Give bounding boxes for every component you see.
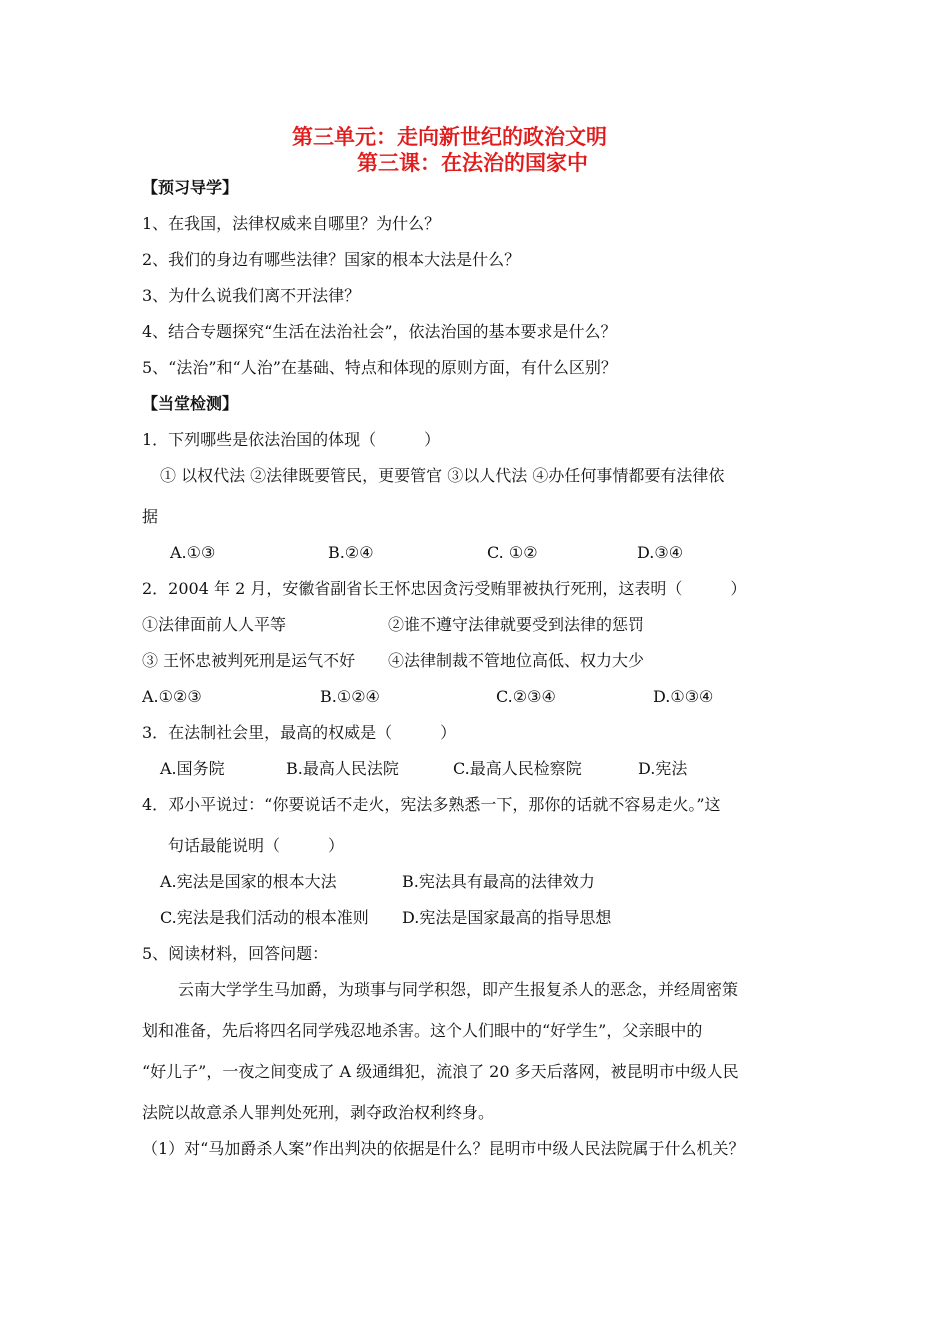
q1-option-b: B.②④ — [328, 543, 374, 562]
q1-items: ① 以权代法 ②法律既要管民，更要管官 ③以人代法 ④办任何事情都要有法律依 — [160, 466, 725, 485]
q3-option-b: B.最高人民法院 — [286, 759, 399, 778]
q2-option-a: A.①②③ — [142, 687, 202, 706]
preview-question: 5、“法治”和“人治”在基础、特点和体现的原则方面，有什么区别？ — [142, 358, 617, 377]
q4-option-d: D.宪法是国家最高的指导思想 — [402, 908, 612, 927]
q4-option-b: B.宪法具有最高的法律效力 — [402, 872, 595, 891]
q3-option-c: C.最高人民检察院 — [453, 759, 582, 778]
q5-stem: 5、阅读材料，回答问题： — [142, 944, 329, 963]
q2-option-b: B.①②④ — [320, 687, 380, 706]
q1-option-c: C. ①② — [487, 543, 538, 562]
q2-item-1: ①法律面前人人平等 — [142, 615, 287, 634]
unit-title: 第三单元：走向新世纪的政治文明 — [292, 125, 607, 149]
q5-passage-line: 划和准备，先后将四名同学残忍地杀害。这个人们眼中的“好学生”，父亲眼中的 — [142, 1021, 703, 1040]
q5-passage-line: 法院以故意杀人罪判处死刑，剥夺政治权利终身。 — [142, 1103, 495, 1122]
q2-option-c: C.②③④ — [496, 687, 556, 706]
q1-stem: 1．下列哪些是依法治国的体现（ ） — [142, 430, 441, 449]
preview-heading: 【预习导学】 — [142, 178, 239, 197]
q5-sub-question-1: （1）对“马加爵杀人案”作出判决的依据是什么？昆明市中级人民法院属于什么机关？ — [142, 1139, 745, 1158]
q4-option-a: A.宪法是国家的根本大法 — [160, 872, 337, 891]
q3-option-d: D.宪法 — [638, 759, 688, 778]
q2-stem: 2．2004 年 2 月，安徽省副省长王怀忠因贪污受贿罪被执行死刑，这表明（ ） — [142, 579, 747, 598]
preview-question: 1、在我国，法律权威来自哪里？为什么？ — [142, 214, 441, 233]
q2-item-2: ②谁不遵守法律就要受到法律的惩罚 — [388, 615, 645, 634]
preview-question: 4、结合专题探究“生活在法治社会”，依法治国的基本要求是什么？ — [142, 322, 617, 341]
q1-option-a: A.①③ — [170, 543, 216, 562]
q2-item-3: ③ 王怀忠被判死刑是运气不好 — [142, 651, 356, 670]
q1-option-d: D.③④ — [637, 543, 684, 562]
preview-question: 2、我们的身边有哪些法律？国家的根本大法是什么？ — [142, 250, 521, 269]
q1-items-cont: 据 — [142, 507, 159, 526]
preview-question: 3、为什么说我们离不开法律？ — [142, 286, 361, 305]
q4-option-c: C.宪法是我们活动的根本准则 — [160, 908, 369, 927]
q3-stem: 3．在法制社会里，最高的权威是（ ） — [142, 723, 457, 742]
q2-item-4: ④法律制裁不管地位高低、权力大少 — [388, 651, 645, 670]
q3-option-a: A.国务院 — [160, 759, 225, 778]
q4-stem-cont: 句话最能说明（ ） — [168, 836, 345, 855]
q4-stem: 4．邓小平说过：“你要说话不走火，宪法多熟悉一下，那你的话就不容易走火。”这 — [142, 795, 721, 814]
q5-passage-line: 云南大学学生马加爵，为琐事与同学积怨，即产生报复杀人的恶念，并经周密策 — [178, 980, 739, 999]
q2-option-d: D.①③④ — [653, 687, 714, 706]
q5-passage-line: “好儿子”，一夜之间变成了 A 级通缉犯，流浪了 20 多天后落网，被昆明市中级人民 — [142, 1062, 739, 1081]
lesson-title: 第三课：在法治的国家中 — [357, 151, 588, 175]
test-heading: 【当堂检测】 — [142, 394, 239, 413]
